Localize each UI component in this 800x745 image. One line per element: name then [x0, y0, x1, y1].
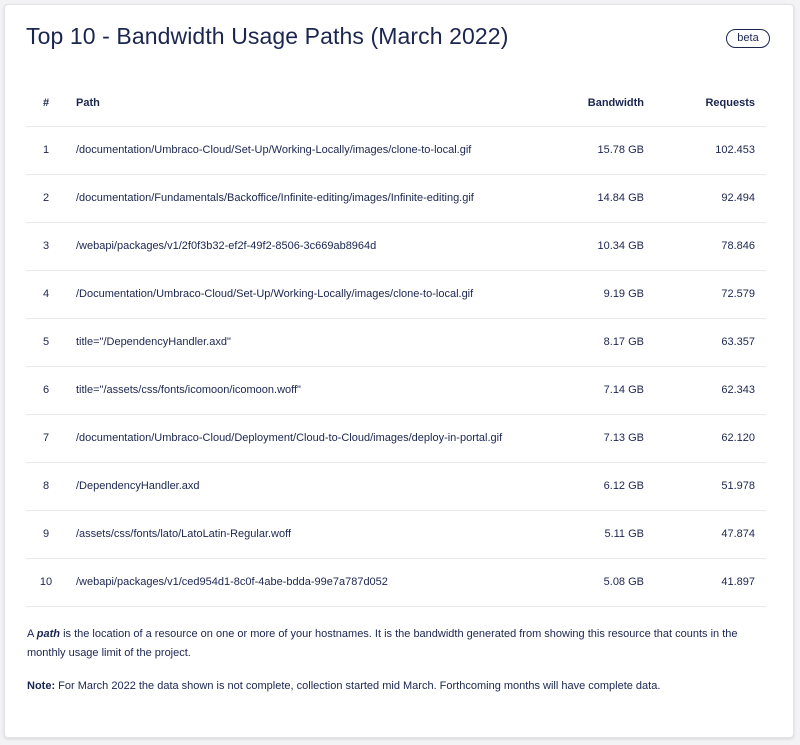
bandwidth-usage-card: [4, 4, 794, 738]
row-path: /assets/css/fonts/lato/LatoLatin-Regular.woff: [76, 528, 292, 540]
row-path: /documentation/Umbraco-Cloud/Deployment/Cloud-to-Cloud/images/deploy-in-portal.gif: [76, 432, 503, 444]
definition-prefix: A: [27, 628, 37, 640]
row-path: title="/DependencyHandler.axd": [76, 336, 231, 348]
row-requests: 41.897: [721, 576, 755, 588]
row-number: 6: [42, 384, 50, 396]
row-bandwidth: 5.08 GB: [603, 576, 644, 588]
row-path: /webapi/packages/v1/2f0f3b32-ef2f-49f2-8506-3c669ab8964d: [76, 240, 377, 252]
card-title: Top 10 - Bandwidth Usage Paths (March 2022): [26, 23, 509, 49]
row-number: 10: [39, 576, 53, 588]
row-path: title="/assets/css/fonts/icomoon/icomoon.woff": [76, 384, 301, 396]
usage-table: [26, 80, 766, 607]
row-number: 5: [42, 336, 50, 348]
row-requests: 51.978: [721, 480, 755, 492]
beta-badge: beta: [726, 29, 770, 48]
row-bandwidth: 14.84 GB: [597, 192, 644, 204]
row-bandwidth: 15.78 GB: [597, 144, 644, 156]
table-header-row: [26, 80, 766, 127]
column-header-requests: Requests: [705, 97, 755, 109]
table-row: [26, 271, 766, 319]
row-bandwidth: 5.11 GB: [604, 528, 644, 540]
row-requests: 62.343: [721, 384, 755, 396]
table-body: [26, 127, 766, 607]
row-requests: 47.874: [721, 528, 755, 540]
path-definition: [27, 625, 772, 663]
row-path: /Documentation/Umbraco-Cloud/Set-Up/Working-Locally/images/clone-to-local.gif: [76, 288, 474, 300]
table-row: [26, 511, 766, 559]
row-requests: 62.120: [721, 432, 755, 444]
row-requests: 102.453: [715, 144, 755, 156]
row-bandwidth: 10.34 GB: [597, 240, 644, 252]
row-number: 9: [42, 528, 50, 540]
definition-text: is the location of a resource on one or more of your hostnames. It is the bandwidth generated from showing this resource that counts in the monthly usage limit of the project.: [27, 628, 738, 659]
table-row: [26, 415, 766, 463]
row-requests: 72.579: [721, 288, 755, 300]
row-bandwidth: 8.17 GB: [603, 336, 644, 348]
column-header-bandwidth: Bandwidth: [587, 97, 644, 109]
note-text: For March 2022 the data shown is not complete, collection started mid March. Forthcoming months will have complete data.: [55, 680, 661, 692]
row-bandwidth: 9.19 GB: [603, 288, 644, 300]
data-note: [27, 677, 772, 696]
usage-notes: [27, 625, 772, 696]
column-header-path: Path: [76, 97, 100, 109]
note-label: Note:: [27, 680, 56, 692]
table-row: [26, 127, 766, 175]
row-requests: 78.846: [721, 240, 755, 252]
column-header-number: #: [42, 97, 50, 109]
row-bandwidth: 7.14 GB: [603, 384, 644, 396]
table-row: [26, 367, 766, 415]
definition-term: path: [36, 628, 61, 640]
row-number: 7: [42, 432, 50, 444]
row-number: 3: [42, 240, 50, 252]
row-path: /documentation/Fundamentals/Backoffice/Infinite-editing/images/Infinite-editing.gif: [76, 192, 474, 204]
table-row: [26, 559, 766, 607]
row-number: 2: [42, 192, 50, 204]
row-path: /DependencyHandler.axd: [76, 480, 200, 492]
row-bandwidth: 7.13 GB: [603, 432, 644, 444]
table-row: [26, 223, 766, 271]
row-requests: 92.494: [721, 192, 755, 204]
row-number: 4: [42, 288, 50, 300]
row-path: /documentation/Umbraco-Cloud/Set-Up/Working-Locally/images/clone-to-local.gif: [76, 144, 472, 156]
row-bandwidth: 6.12 GB: [603, 480, 644, 492]
row-path: /webapi/packages/v1/ced954d1-8c0f-4abe-bdda-99e7a787d052: [76, 576, 388, 588]
table-row: [26, 175, 766, 223]
table-row: [26, 319, 766, 367]
row-number: 8: [42, 480, 50, 492]
row-number: 1: [42, 144, 50, 156]
row-requests: 63.357: [721, 336, 755, 348]
table-row: [26, 463, 766, 511]
